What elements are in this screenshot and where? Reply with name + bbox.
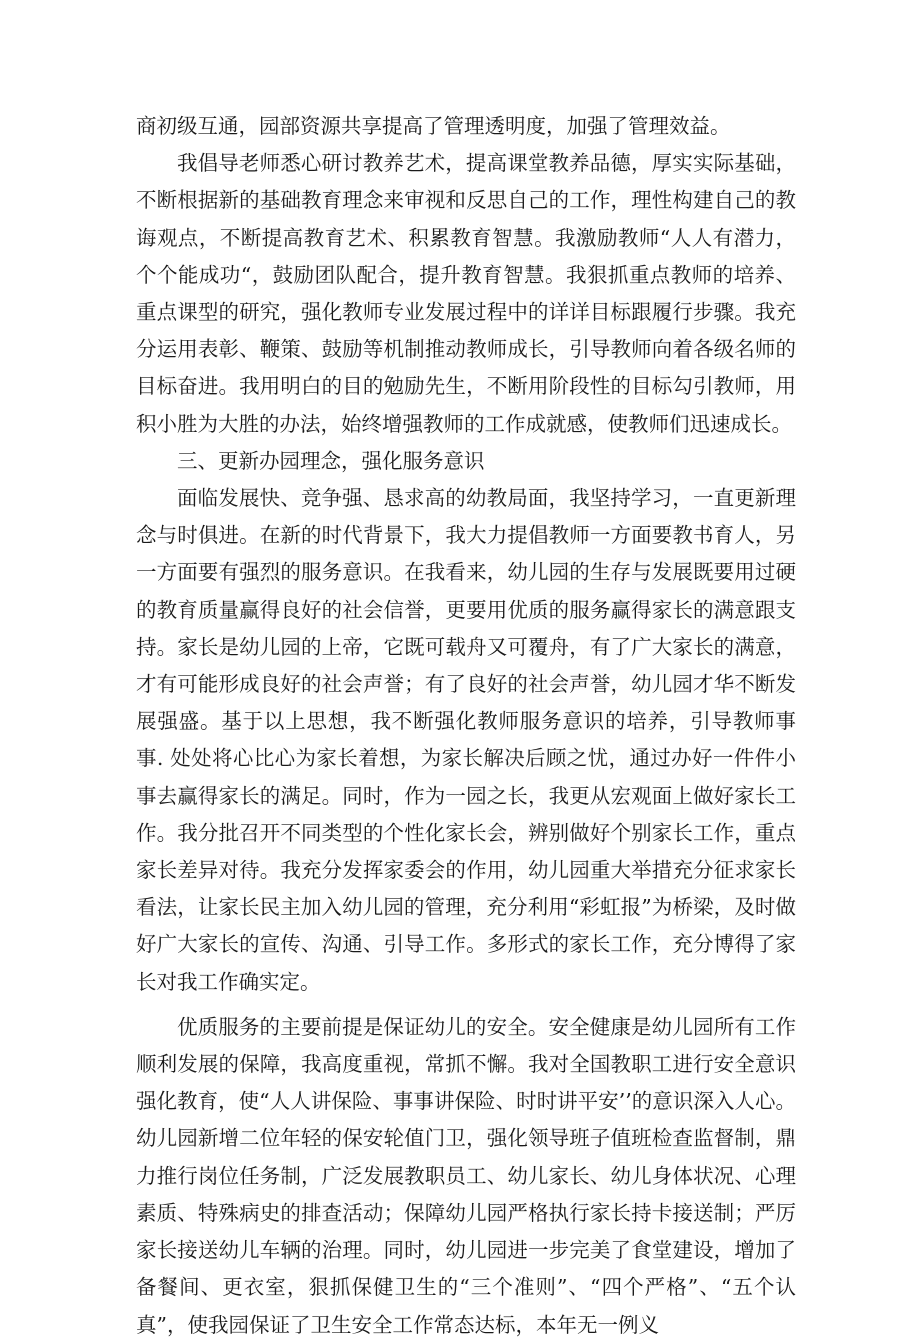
paragraph-4: 优质服务的主要前提是保证幼儿的安全。安全健康是幼儿园所有工作顺利发展的保障，我高度重视，常抓不懈。我对全国教职工进行安全意识强化教育，使“人人讲保险、事事讲保险、时时讲平安’’的意识深入人心。幼儿园新增二位年轻的保安轮值门卫，强化领导班子值班检查监督制，鼎力推行岗位任务制，广泛发展教职员工、幼儿家长、幼儿身体状况、心理素质、特殊病史的排查活动；保障幼儿园严格执行家长持卡接送制；严厉家长接送幼儿车辆的治理。同时，幼儿园进一步完美了食堂建设，增加了备餐间、更衣室，狠抓保健卫生的“三个准则”、“四个严格”、“五个认真”，使我园保证了卫生安全工作常态达标，本年无一例义 xyxy=(136,1014,796,1337)
paragraph-2: 我倡导老师悉心研讨教养艺术，提高课堂教养品德，厚实实际基础，不断根据新的基础教育理念来审视和反思自己的工作，理性构建自己的教诲观点，不断提高教育艺术、积累教育智慧。我激励教师“人人有潜力，个个能成功“，鼓励团队配合，提升教育智慧。我狠抓重点教师的培养、重点课型的研究，强化教师专业发展过程中的详详目标跟履行步骤。我充分运用表彰、鞭策、鼓励等机制推动教师成长，引导教师向着各级名师的目标奋进。我用明白的目的勉励先生，不断用阶段性的目标勾引教师，用积小胜为大胜的办法，始终增强教师的工作成就感，使教师们迅速成长。 xyxy=(136,151,796,436)
paragraph-3: 面临发展快、竞争强、恳求高的幼教局面，我坚持学习，一直更新理念与时俱进。在新的时代背景下，我大力提倡教师一方面要教书育人，另一方面要有强烈的服务意识。在我看来，幼儿园的生存与发展既要用过硬的教育质量赢得良好的社会信誉，更要用优质的服务赢得家长的满意跟支持。家长是幼儿园的上帝，它既可载舟又可覆舟，有了广大家长的满意，才有可能形成良好的社会声誉；有了良好的社会声誉，幼儿园才华不断发展强盛。基于以上思想，我不断强化教师服务意识的培养，引导教师事事. 处处将心比心为家长着想，为家长解决后顾之忧，通过办好一件件小事去赢得家长的满足。同时，作为一园之长，我更从宏观面上做好家长工作。我分批召开不同类型的个性化家长会，辨别做好个别家长工作，重点家长差异对待。我充分发挥家委会的作用，幼儿园重大举措充分征求家长看法，让家长民主加入幼儿园的管理，充分利用“彩虹报”为桥梁，及时做好广大家长的宣传、沟通、引导工作。多形式的家长工作，充分博得了家长对我工作确实定。 xyxy=(136,486,796,994)
section-heading: 三、更新办园理念，强化服务意识 xyxy=(177,448,485,473)
paragraph-1: 商初级互通，园部资源共享提高了管理透明度，加强了管理效益。 xyxy=(136,114,731,138)
document-body xyxy=(136,108,796,1344)
